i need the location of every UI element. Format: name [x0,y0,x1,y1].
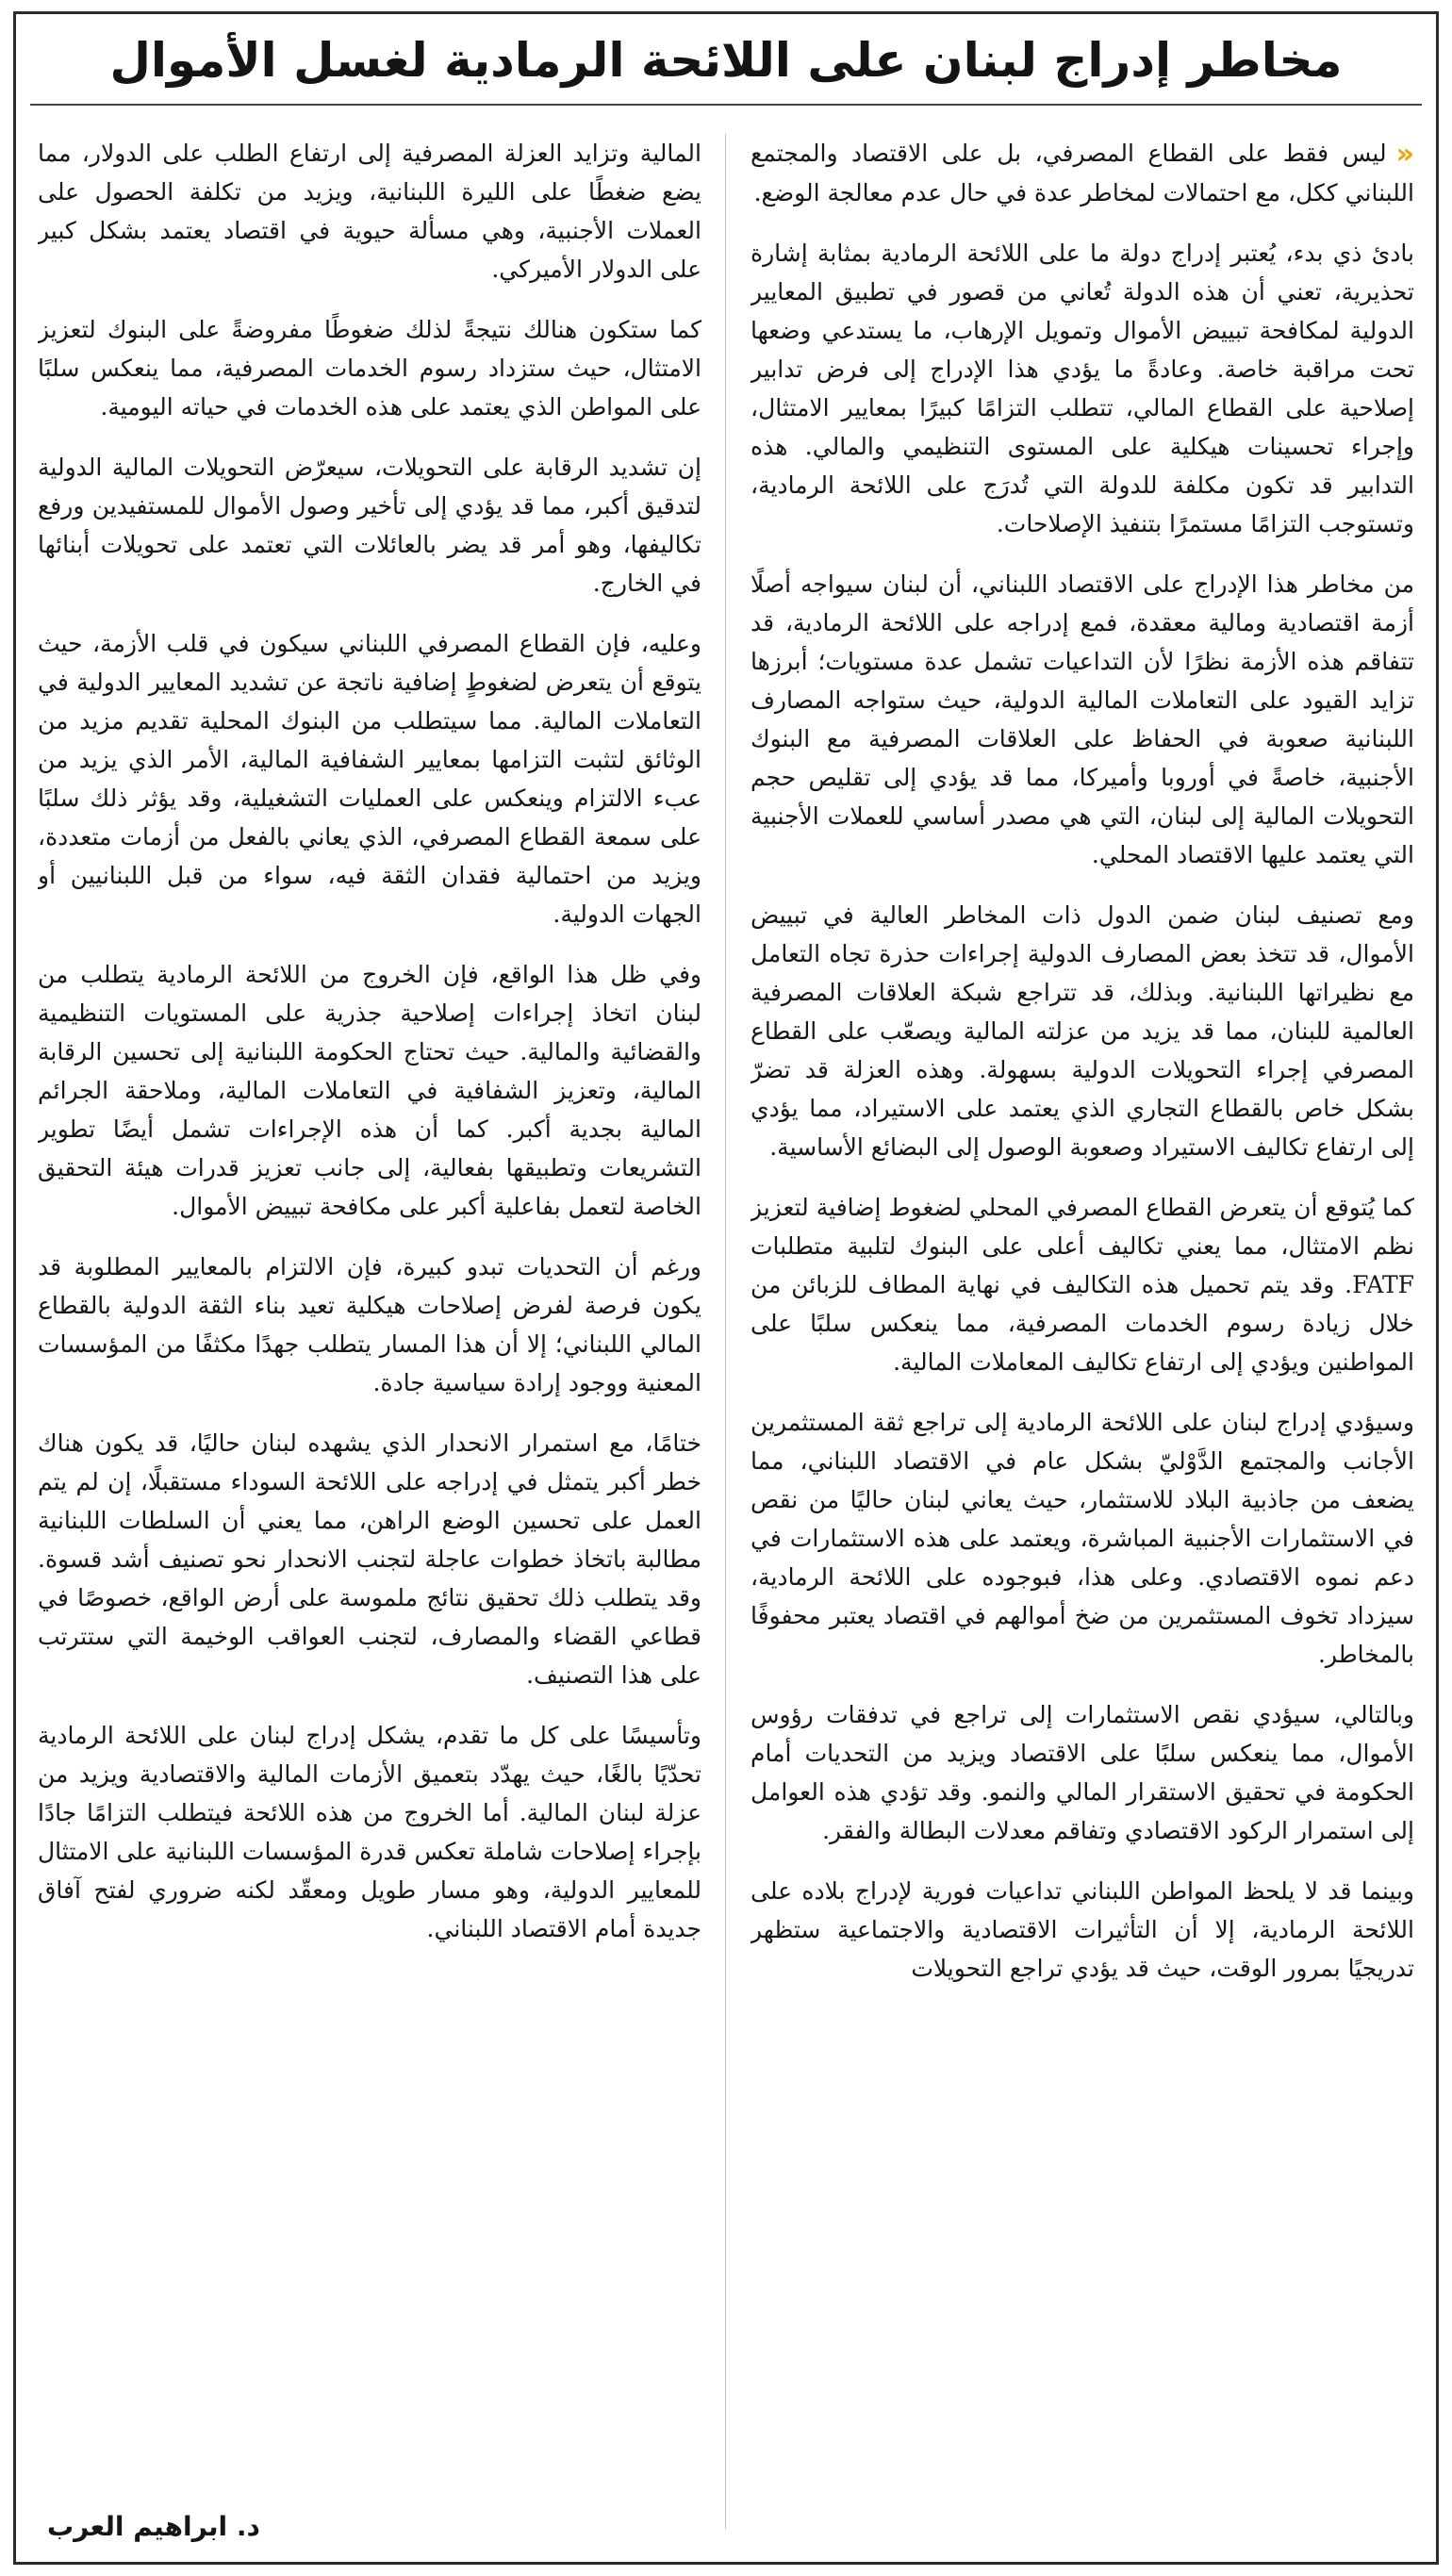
column-divider [725,134,726,2529]
author-signature: د. ابراهيم العرب [47,2511,260,2542]
body-paragraph: ختامًا، مع استمرار الانحدار الذي يشهده لبنان حاليًا، قد يكون هناك خطر أكبر يتمثل في إدراجه على اللائحة السوداء مستقبلًا، إن لم يتم العمل على تحسين الوضع الراهن، مما يعني أن السلطات اللبنانية مطالبة باتخاذ خطوات عاجلة لتجنب الانحدار نحو تصنيف أشد قسوة. وقد يتطلب ذلك تحقيق نتائج ملموسة على أرض الواقع، خصوصًا في قطاعي القضاء والمصارف، لتجنب العواقب الوخيمة التي ستترتب على هذا التصنيف. [38,1429,701,1689]
body-paragraph: إن تشديد الرقابة على التحويلات، سيعرّض التحويلات المالية الدولية لتدقيق أكبر، مما قد يؤدي إلى تأخير وصول الأموال للمستفيدين ورفع تكاليفها، وهو أمر قد يضر بالعائلات التي تعتمد على تحويلات أبنائها في الخارج. [38,454,701,597]
body-paragraph: من مخاطر هذا الإدراج على الاقتصاد اللبناني، أن لبنان سيواجه أصلًا أزمة اقتصادية ومالية معقدة، فمع إدراجه على اللائحة الرمادية، قد تتفاقم هذه الأزمة نظرًا لأن التداعيات تشمل عدة مستويات؛ أبرزها تزايد القيود على التعاملات المالية الدولية، حيث ستواجه المصارف اللبنانية صعوبة في الحفاظ على العلاقات المصرفية مع البنوك الأجنبية، خاصةً في أوروبا وأميركا، مما قد يؤدي إلى تقليص حجم التحويلات المالية إلى لبنان، التي هي مصدر أساسي للعملات الأجنبية التي يعتمد عليها الاقتصاد المحلي. [751,570,1414,868]
body-paragraph: كما ستكون هنالك نتيجةً لذلك ضغوطًا مفروضةً على البنوك لتعزيز الامتثال، حيث ستزداد رسوم الخدمات المصرفية، مما ينعكس سلبًا على المواطن الذي يعتمد على هذه الخدمات في حياته اليومية. [38,316,701,421]
right-column [751,134,1414,2529]
article-title: مخاطر إدراج لبنان على اللائحة الرمادية لغسل الأموال [109,33,1343,88]
body-paragraph: بادئ ذي بدء، يُعتبر إدراج دولة ما على اللائحة الرمادية بمثابة إشارة تحذيرية، تعني أن هذه الدولة تُعاني من قصور في تطبيق المعايير الدولية لمكافحة تبييض الأموال وتمويل الإرهاب، ما يستدعي وضعها تحت مراقبة خاصة. وعادةً ما يؤدي هذا الإدراج إلى فرض تدابير إصلاحية على القطاع المالي، تتطلب التزامًا كبيرًا بمعايير الامتثال، وإجراء تحسينات هيكلية على المستوى التنظيمي والمالي. هذه التدابير قد تكون مكلفة للدولة التي تُدرَج على اللائحة الرمادية، وتستوجب التزامًا مستمرًا بتنفيذ الإصلاحات. [751,239,1414,537]
lead-paragraph-text: ليس فقط على القطاع المصرفي، بل على الاقتصاد والمجتمع اللبناني ككل، مع احتمالات لمخاطر عدة في حال عدم معالجة الوضع. [751,140,1414,206]
body-paragraph: ومع تصنيف لبنان ضمن الدول ذات المخاطر العالية في تبييض الأموال، قد تتخذ بعض المصارف الدولية إجراءات حذرة تجاه التعامل مع نظيراتها اللبنانية. وبذلك، قد تتراجع شبكة العلاقات المصرفية العالمية للبنان، مما قد يزيد من عزلته المالية ويصعّب على القطاع المصرفي إجراء التحويلات الدولية بسهولة. وهذه العزلة قد تضرّ بشكل خاص بالقطاع التجاري الذي يعتمد على الاستيراد، مما يؤدي إلى ارتفاع تكاليف الاستيراد وصعوبة الوصول إلى البضائع الأساسية. [751,901,1414,1161]
body-paragraph: كما يُتوقع أن يتعرض القطاع المصرفي المحلي لضغوط إضافية لتعزيز نظم الامتثال، مما يعني تكاليف أعلى على البنوك لتلبية متطلبات FATF. وقد يتم تحميل هذه التكاليف في نهاية المطاف للزبائن من خلال زيادة رسوم الخدمات المصرفية، مما ينعكس سلبًا على المواطنين ويؤدي إلى ارتفاع تكاليف المعاملات المالية. [751,1194,1414,1376]
body-paragraph: ورغم أن التحديات تبدو كبيرة، فإن الالتزام بالمعايير المطلوبة قد يكون فرصة لفرض إصلاحات هيكلية تعيد بناء الثقة الدولية بالقطاع المالي اللبناني؛ إلا أن هذا المسار يتطلب جهدًا مكثفًا من المؤسسات المعنية ووجود إرادة سياسية جادة. [38,1253,701,1396]
body-paragraph: وسيؤدي إدراج لبنان على اللائحة الرمادية إلى تراجع ثقة المستثمرين الأجانب والمجتمع الدَّوْليّ بشكل عام في الاقتصاد اللبناني، مما يضعف من جاذبية البلاد للاستثمار، حيث يعاني لبنان حاليًا من نقص في الاستثمارات الأجنبية المباشرة، ويعتمد على هذه الاستثمارات في دعم نموه الاقتصادي. وعلى هذا، فبوجوده على اللائحة الرمادية، سيزداد تخوف المستثمرين من ضخ أموالهم في اقتصاد يعتبر محفوفًا بالمخاطر. [751,1409,1414,1668]
body-paragraph: المالية وتزايد العزلة المصرفية إلى ارتفاع الطلب على الدولار، مما يضع ضغطًا على الليرة اللبنانية، ويزيد من تكلفة الحصول على العملات الأجنبية، وهي مسألة حيوية في اقتصاد يعتمد بشكل كبير على الدولار الأميركي. [38,140,701,283]
title-divider [30,104,1422,106]
body-paragraph: وبالتالي، سيؤدي نقص الاستثمارات إلى تراجع في تدفقات رؤوس الأموال، مما ينعكس سلبًا على الاقتصاد ويزيد من التحديات أمام الحكومة في تحقيق الاستقرار المالي والنمو. وقد تؤدي هذه العوامل إلى استمرار الركود الاقتصادي وتفاقم معدلات البطالة والفقر. [751,1701,1414,1844]
body-paragraph: وعليه، فإن القطاع المصرفي اللبناني سيكون في قلب الأزمة، حيث يتوقع أن يتعرض لضغوطٍ إضافية ناتجة عن تشديد المعايير الدولية في التعاملات المالية. مما سيتطلب من البنوك المحلية تقديم مزيد من الوثائق لتثبت التزامها بمعايير الشفافية المالية، الأمر الذي يزيد من عبء الالتزام وينعكس على العمليات التشغيلية، وقد يؤثر ذلك سلبًا على سمعة القطاع المصرفي، الذي يعاني بالفعل من أزمات متعددة، ويزيد من احتمالية فقدان الثقة فيه، سواء من قبل اللبنانيين أو الجهات الدولية. [38,630,701,928]
double-arrow-left-icon: « [1395,138,1414,171]
body-paragraph: وتأسيسًا على كل ما تقدم، يشكل إدراج لبنان على اللائحة الرمادية تحدّيًا بالغًا، حيث يهدّد بتعميق الأزمات المالية والاقتصادية ويزيد من عزلة لبنان المالية. أما الخروج من هذه اللائحة فيتطلب التزامًا جادًا بإجراء إصلاحات شاملة تعكس قدرة المؤسسات اللبنانية على الامتثال للمعايير الدولية، وهو مسار طويل ومعقّد لكنه ضروري لفتح آفاق جديدة أمام الاقتصاد اللبناني. [38,1722,701,1942]
left-column [38,134,701,2529]
body-paragraph: وفي ظل هذا الواقع، فإن الخروج من اللائحة الرمادية يتطلب من لبنان اتخاذ إجراءات إصلاحية جذرية على المستويات التنظيمية والقضائية والمالية. حيث تحتاج الحكومة اللبنانية إلى تحسين الرقابة المالية، وتعزيز الشفافية في التعاملات المالية، وملاحقة الجرائم المالية بجدية أكبر. كما أن هذه الإجراءات تشمل أيضًا تطوير التشريعات وتطبيقها بفعالية، إلى جانب تعزيز قدرات هيئة التحقيق الخاصة لتعمل بفاعلية أكبر على مكافحة تبييض الأموال. [38,961,701,1220]
lead-paragraph [751,134,1414,212]
body-paragraph: وبينما قد لا يلحظ المواطن اللبناني تداعيات فورية لإدراج بلاده على اللائحة الرمادية، إلا أن التأثيرات الاقتصادية والاجتماعية ستظهر تدريجيًا بمرور الوقت، حيث قد يؤدي تراجع التحويلات [751,1877,1414,1982]
